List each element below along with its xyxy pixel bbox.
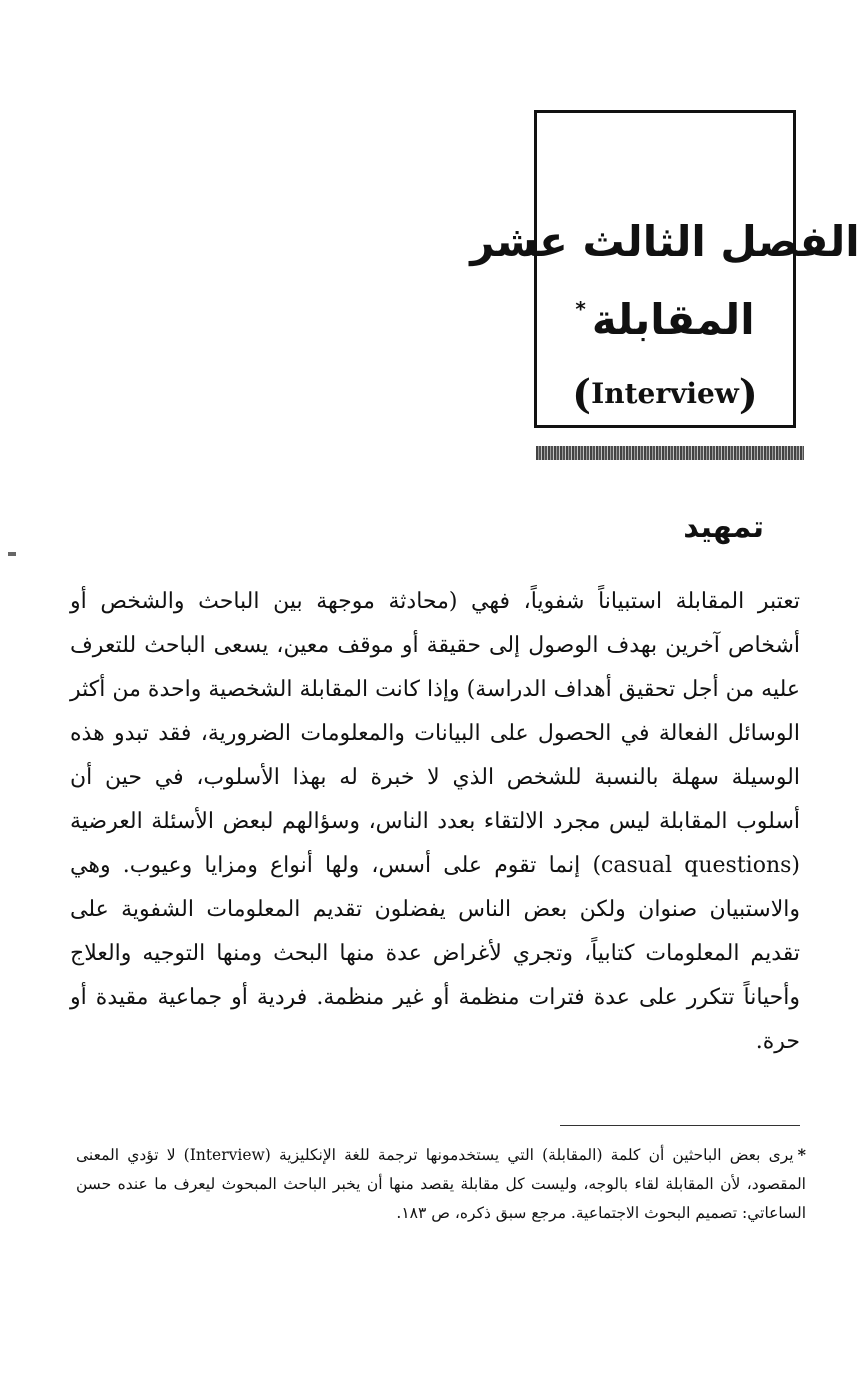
chapter-number-title: الفصل الثالث عشر xyxy=(470,217,860,266)
footnote-text: يرى بعض الباحثين أن كلمة (المقابلة) التي يستخدمونها ترجمة للغة الإنكليزية (Interview) لا تؤدي المعنى المقصود، لأن المقابلة لقاء بالوجه، وليست كل مقابلة يقصد منها أن يخبر الباحث المبحوث ليعرف ما عنده حسن الساعاتي: تصميم البحوث الاجتماعية. مرجع سبق ذكره، ص ١٨٣. xyxy=(76,1146,806,1222)
section-heading: تمهيد xyxy=(683,510,764,545)
chapter-english-text: Interview xyxy=(591,377,739,410)
scan-edge-mark xyxy=(8,552,16,556)
close-paren: ) xyxy=(738,371,758,418)
chapter-title-box xyxy=(470,110,860,428)
body-paragraph: تعتبر المقابلة استبياناً شفوياً، فهي (محادثة موجهة بين الباحث والشخص أو أشخاص آخرين بهدف الوصول إلى حقيقة أو موقف معين، يسعى الباحث للتعرف عليه من أجل تحقيق أهداف الدراسة) وإذا كانت المقابلة الشخصية واحدة من أكثر الوسائل الفعالة في الحصول على البيانات والمعلومات الضرورية، فقد تبدو هذه الوسيلة سهلة بالنسبة للشخص الذي لا خبرة له بهذا الأسلوب، في حين أن أسلوب المقابلة ليس مجرد الالتقاء بعدد الناس، وسؤالهم لبعض الأسئلة العرضية (casual questions) إنما تقوم على أسس، ولها أنواع ومزايا وعيوب. وهي والاستبيان صنوان ولكن بعض الناس يفضلون تقديم المعلومات الشفوية على تقديم المعلومات كتابياً، وتجري لأغراض عدة منها البحث ومنها التوجيه والعلاج وأحياناً تتكرر على عدة فترات منظمة أو غير منظمة. فردية أو جماعية مقيدة أو حرة. xyxy=(70,589,801,1054)
chapter-english-title xyxy=(572,371,758,418)
decorative-divider xyxy=(536,446,804,460)
footnote-marker-star: * xyxy=(575,297,586,321)
footnote xyxy=(76,1140,806,1228)
footnote-star: * xyxy=(797,1145,806,1164)
chapter-name-text: المقابلة xyxy=(591,295,755,344)
footnote-separator xyxy=(560,1125,800,1126)
chapter-name xyxy=(575,295,755,344)
open-paren: ( xyxy=(572,371,592,418)
